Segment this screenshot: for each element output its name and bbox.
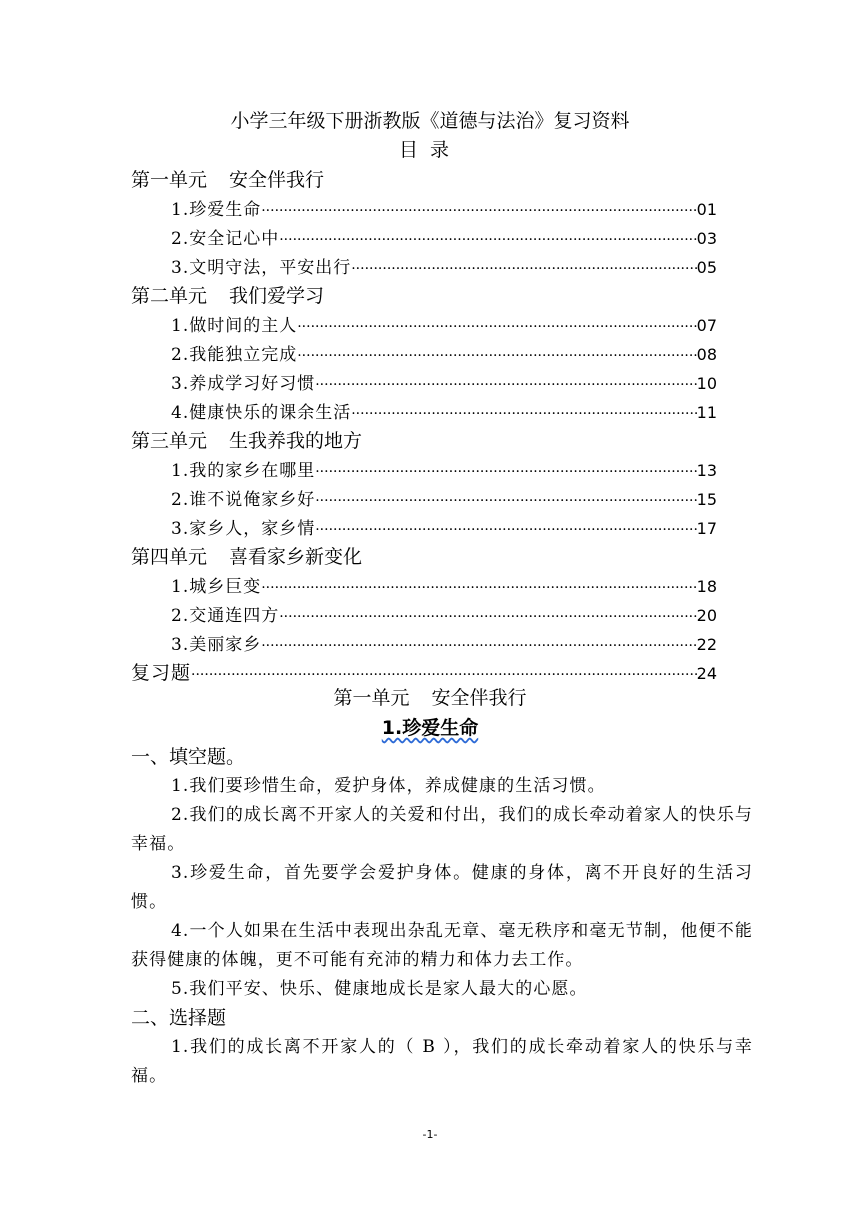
toc-heading: 目录 [398,139,461,161]
section-unit-name: 安全伴我行 [431,687,527,709]
toc-leader-dots [315,371,696,398]
toc-entry[interactable] [131,195,717,224]
toc-entry-page: 11 [696,403,717,422]
fill-blank-item: 4.一个人如果在生活中表现出杂乱无章、毫无秩序和毫无节制，他便不能获得健康的体魄，更不可能有充沛的精力和体力去工作。 [131,921,753,970]
fill-blank-item: 5.我们平安、快乐、健康地成长是家人最大的心愿。 [171,979,588,999]
toc-leader-dots [315,516,696,543]
toc-entry[interactable] [131,572,717,601]
toc-leader-dots [261,574,696,601]
toc-leader-dots [297,313,696,340]
fill-blank-heading: 一、填空题。 [131,746,246,768]
lesson-content [131,743,753,1091]
toc-unit-number: 第三单元 [131,430,208,452]
toc-entry[interactable] [131,311,717,340]
toc-leader-dots [351,255,696,282]
toc-leader-dots [279,603,696,630]
toc-leader-dots [315,458,696,485]
toc-entry-label: 1.城乡巨变 [171,577,262,597]
toc-entry-label: 3.美丽家乡 [171,635,262,655]
toc-entry[interactable] [131,601,717,630]
toc-entry-label: 3.养成学习好习惯 [171,374,316,394]
toc-entry-label: 3.家乡人，家乡情 [171,519,316,539]
toc-entry-label: 1.珍爱生命 [171,200,262,220]
toc-leader-dots [315,487,696,514]
toc-entry-page: 01 [696,200,717,219]
lesson-title-text: 1.珍爱生命 [381,717,479,739]
toc-unit-number: 第四单元 [131,546,208,568]
toc-entry[interactable] [131,514,717,543]
toc-entry-page: 17 [696,519,717,538]
toc-unit-name: 安全伴我行 [229,169,325,191]
toc-unit-number: 第二单元 [131,285,208,307]
toc-entry-label: 4.健康快乐的课余生活 [171,403,352,423]
toc-leader-dots [261,632,696,659]
toc-entry-page: 08 [696,345,717,364]
toc-entry[interactable] [131,485,717,514]
toc-entry-label: 1.做时间的主人 [171,316,298,336]
toc-unit-heading [131,427,717,456]
toc-entry-label: 复习题 [131,662,192,684]
toc-entry-page: 20 [696,606,717,625]
toc-unit-heading [131,282,717,311]
toc-entry[interactable] [131,630,717,659]
toc-entry-page: 07 [696,316,717,335]
toc-unit-number: 第一单元 [131,169,208,191]
toc-unit-name: 喜看家乡新变化 [229,546,363,568]
toc-leader-dots [261,197,696,224]
section-unit-heading [0,684,860,712]
toc-entry-page: 24 [696,664,717,683]
table-of-contents [131,166,717,688]
toc-entry[interactable] [131,369,717,398]
choice-item: 1.我们的成长离不开家人的（ B ），我们的成长牵动着家人的快乐与幸福。 [131,1037,753,1086]
toc-entry-page: 05 [696,258,717,277]
toc-entry-label: 2.谁不说俺家乡好 [171,490,316,510]
toc-entry-page: 03 [696,229,717,248]
toc-entry-page: 18 [696,577,717,596]
toc-entry[interactable] [131,253,717,282]
toc-unit-heading [131,543,717,572]
document-title: 小学三年级下册浙教版《道德与法治》复习资料 [230,110,630,132]
page-number: -1- [422,1128,438,1141]
toc-entry-label: 2.交通连四方 [171,606,280,626]
toc-entry[interactable] [131,456,717,485]
toc-leader-dots [279,226,696,253]
fill-blank-item: 2.我们的成长离不开家人的关爱和付出，我们的成长牵动着家人的快乐与幸福。 [131,805,753,854]
toc-entry-page: 10 [696,374,717,393]
toc-entry[interactable] [131,398,717,427]
fill-blank-item: 3.珍爱生命，首先要学会爱护身体。健康的身体，离不开良好的生活习惯。 [131,863,753,912]
section-unit-number: 第一单元 [333,687,410,709]
fill-blank-item: 1.我们要珍惜生命，爱护身体，养成健康的生活习惯。 [171,776,606,796]
toc-unit-name: 生我养我的地方 [229,430,363,452]
toc-entry-page: 22 [696,635,717,654]
toc-entry-label: 1.我的家乡在哪里 [171,461,316,481]
toc-unit-name: 我们爱学习 [229,285,325,307]
toc-entry-label: 3.文明守法，平安出行 [171,258,352,278]
toc-entry-page: 13 [696,461,717,480]
toc-entry-label: 2.我能独立完成 [171,345,298,365]
choice-heading: 二、选择题 [131,1007,227,1029]
toc-entry[interactable] [131,224,717,253]
toc-entry-label: 2.安全记心中 [171,229,280,249]
toc-leader-dots [351,400,696,427]
toc-entry-page: 15 [696,490,717,509]
lesson-title [0,714,860,742]
toc-unit-heading [131,166,717,195]
toc-leader-dots [297,342,696,369]
toc-entry[interactable] [131,340,717,369]
